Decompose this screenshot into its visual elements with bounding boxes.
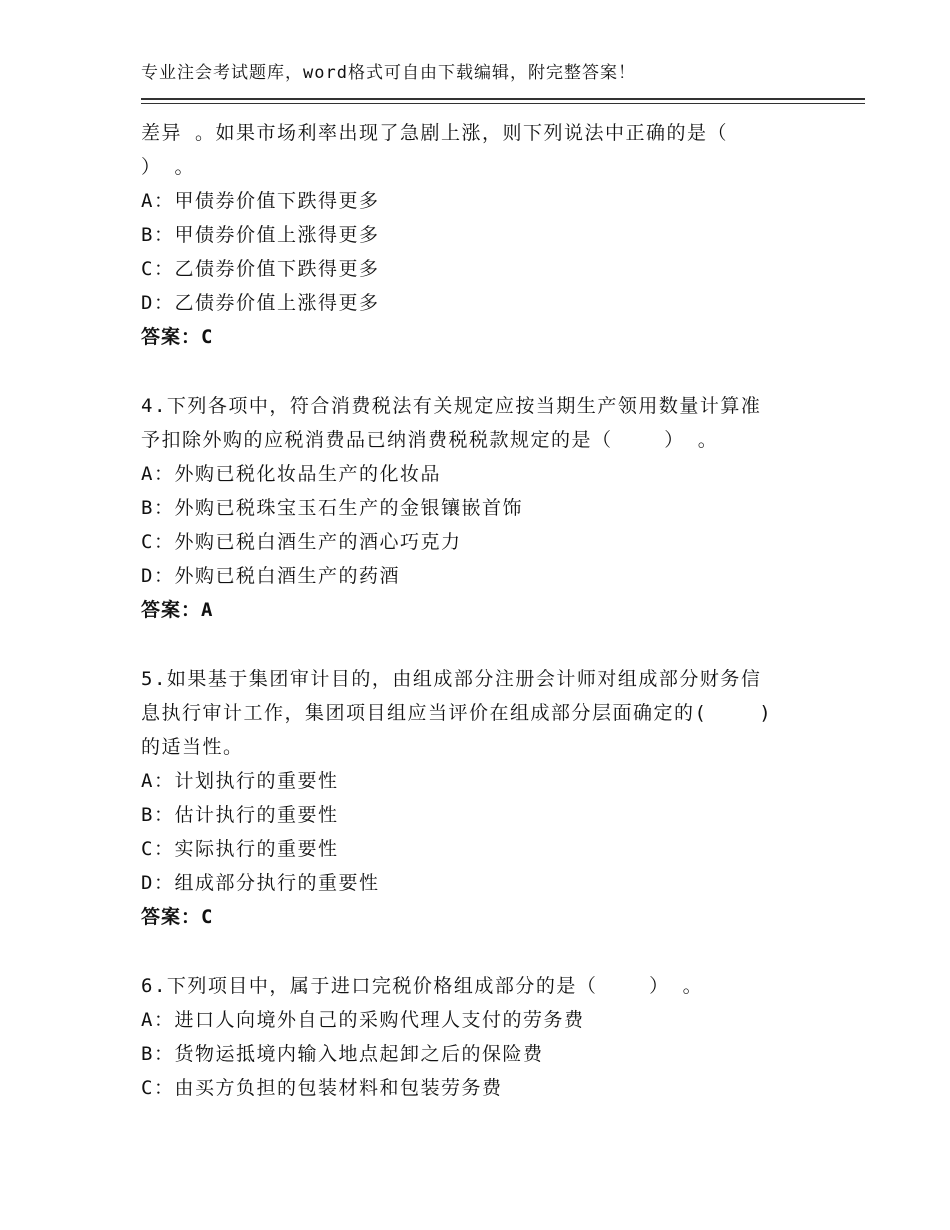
page-header: 专业注会考试题库，word格式可自由下载编辑，附完整答案！ (141, 63, 636, 83)
question-stem-line: ） 。 (141, 156, 195, 178)
question-stem-line: 6.下列项目中，属于进口完税价格组成部分的是（ ） 。 (141, 975, 704, 997)
question-stem-line: 息执行审计工作，集团项目组应当评价在组成部分层面确定的( ) (141, 702, 773, 724)
question-block (141, 389, 841, 627)
option-b: B：外购已税珠宝玉石生产的金银镶嵌首饰 (141, 497, 523, 519)
option-a: A：甲债券价值下跌得更多 (141, 190, 380, 212)
question-stem-line: 差异 。如果市场利率出现了急剧上涨，则下列说法中正确的是（ (141, 122, 728, 144)
option-d: D：乙债券价值上涨得更多 (141, 292, 380, 314)
question-stem-line: 予扣除外购的应税消费品已纳消费税税款规定的是（ ） 。 (141, 429, 719, 451)
option-c: C：由买方负担的包装材料和包装劳务费 (141, 1077, 503, 1099)
answer-line: 答案：C (141, 906, 214, 928)
answer-line: 答案：A (141, 599, 214, 621)
option-c: C：外购已税白酒生产的酒心巧克力 (141, 531, 462, 553)
option-a: A：外购已税化妆品生产的化妆品 (141, 463, 441, 485)
answer-line: 答案：C (141, 326, 214, 348)
option-b: B：估计执行的重要性 (141, 804, 339, 826)
question-stem-line: 的适当性。 (141, 736, 244, 758)
question-stem-line: 4.下列各项中，符合消费税法有关规定应按当期生产领用数量计算准 (141, 395, 762, 417)
option-a: A：计划执行的重要性 (141, 770, 339, 792)
option-b: B：甲债券价值上涨得更多 (141, 224, 380, 246)
option-d: D：组成部分执行的重要性 (141, 872, 380, 894)
option-d: D：外购已税白酒生产的药酒 (141, 565, 400, 587)
option-b: B：货物运抵境内输入地点起卸之后的保险费 (141, 1043, 544, 1065)
question-block (141, 662, 841, 934)
question-list (141, 116, 841, 1105)
option-a: A：进口人向境外自己的采购代理人支付的劳务费 (141, 1009, 585, 1031)
question-stem-line: 5.如果基于集团审计目的，由组成部分注册会计师对组成部分财务信 (141, 668, 762, 690)
option-c: C：乙债券价值下跌得更多 (141, 258, 380, 280)
header-rule-thick (141, 98, 865, 100)
question-block (141, 969, 841, 1105)
question-block (141, 116, 841, 354)
option-c: C：实际执行的重要性 (141, 838, 339, 860)
header-rule-thin (141, 103, 865, 104)
